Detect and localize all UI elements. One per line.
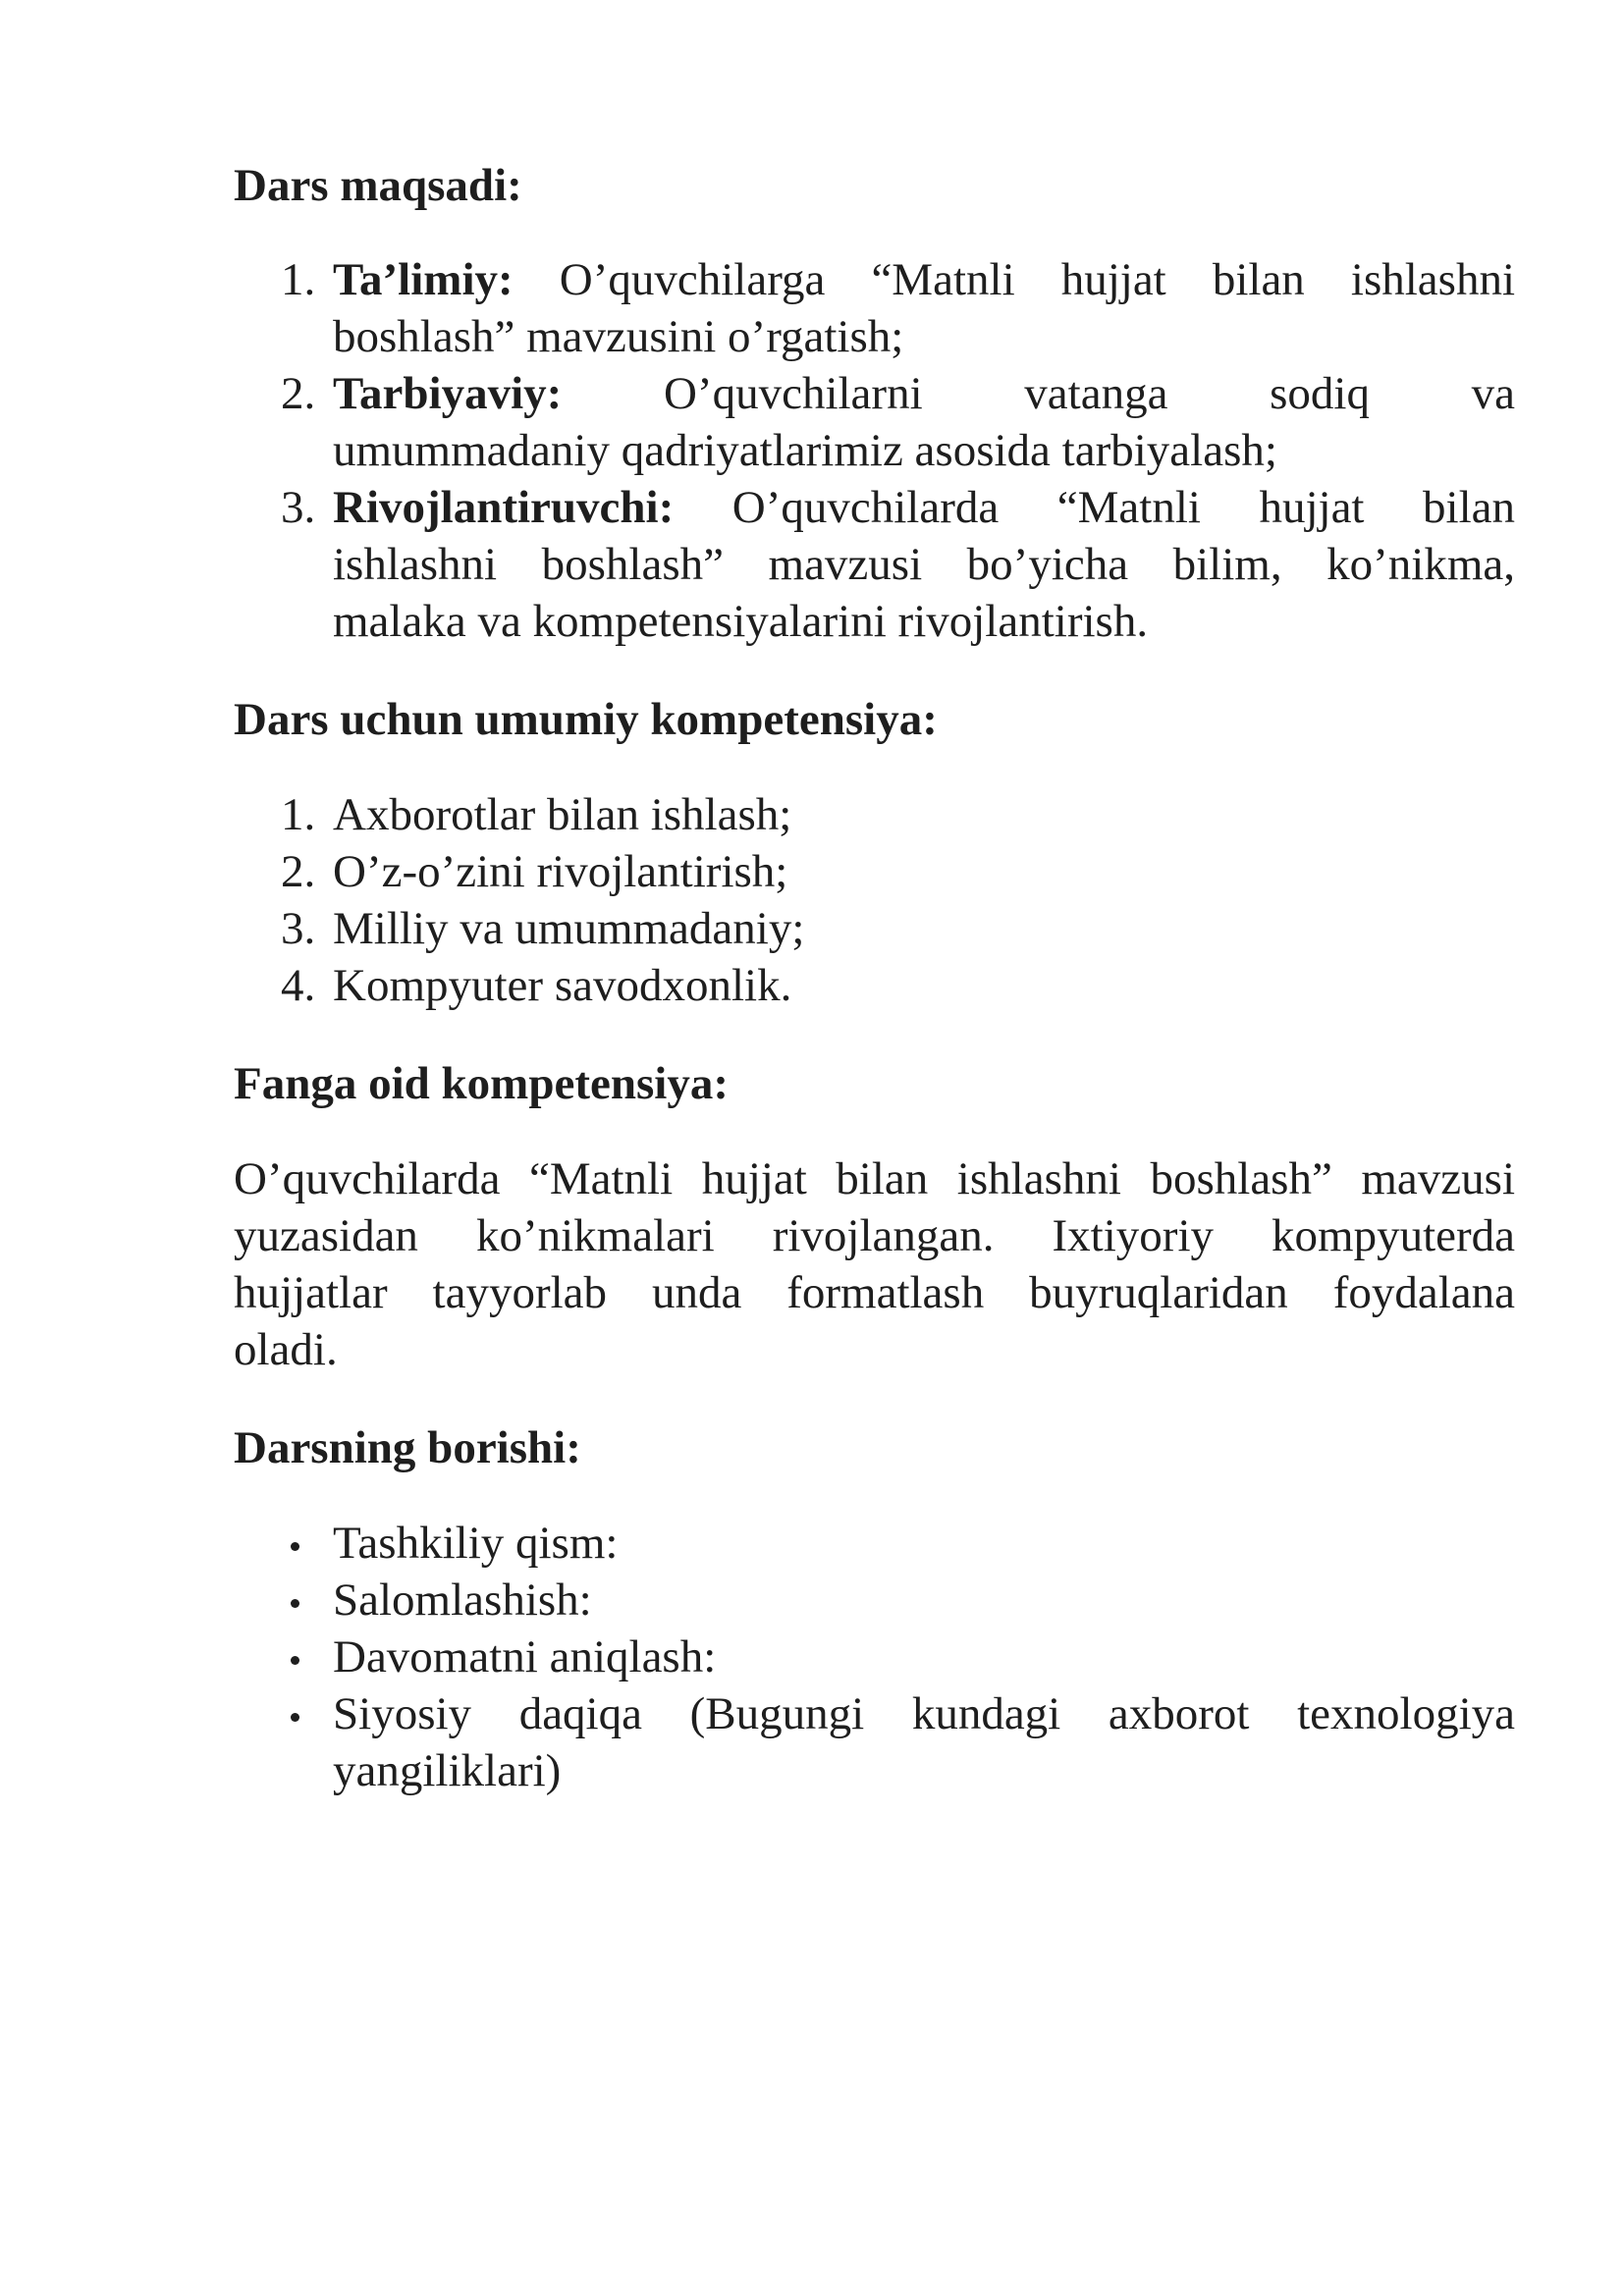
item-text: O’quvchilarni vatanga sodiq va [663,368,1515,419]
list-item: O’z-o’zini rivojlantirish; [333,846,788,897]
list-number: 3. [281,482,316,533]
item-label: Rivojlantiruvchi: [333,482,675,533]
bullet-icon [291,1713,299,1722]
section-heading-umumiy-kompetensiya: Dars uchun umumiy kompetensiya: [234,694,938,745]
paragraph-line: O’quvchilarda “Matnli hujjat bilan ishlashni boshlash” mavzusi [234,1153,1515,1204]
section-heading-darsning-borishi: Darsning borishi: [234,1422,581,1473]
bullet-item: Siyosiy daqiqa (Bugungi kundagi axborot texnologiya [333,1688,1515,1739]
list-item-line [333,365,1515,422]
list-number: 3. [281,903,316,954]
section-heading-dars-maqsadi: Dars maqsadi: [234,160,522,211]
list-number: 1. [281,789,316,840]
list-number: 2. [281,846,316,897]
bullet-item: Tashkiliy qism: [333,1518,619,1569]
list-item-line: ishlashni boshlash” mavzusi bo’yicha bilim, ko’nikma, [333,539,1515,590]
item-label: Ta’limiy: [333,254,514,305]
section-heading-fanga-oid: Fanga oid kompetensiya: [234,1058,729,1109]
bullet-item-continuation: yangiliklari) [333,1745,562,1796]
paragraph-line: yuzasidan ko’nikmalari rivojlangan. Ixtiyoriy kompyuterda [234,1210,1515,1261]
list-item: Axborotlar bilan ishlash; [333,789,792,840]
item-label: Tarbiyaviy: [333,368,563,419]
item-text: O’quvchilarga “Matnli hujjat bilan ishlashni [559,254,1515,305]
bullet-icon [291,1542,299,1551]
list-item-line: malaka va kompetensiyalarini rivojlantirish. [333,596,1149,647]
list-item-line [333,251,1515,308]
list-item-line: umummadaniy qadriyatlarimiz asosida tarbiyalash; [333,425,1277,476]
list-number: 2. [281,368,316,419]
list-item-line [333,479,1515,536]
list-number: 4. [281,960,316,1011]
bullet-item: Davomatni aniqlash: [333,1631,717,1682]
list-item: Milliy va umummadaniy; [333,903,805,954]
bullet-item: Salomlashish: [333,1575,592,1626]
list-item: Kompyuter savodxonlik. [333,960,792,1011]
bullet-icon [291,1599,299,1608]
list-item-line: boshlash” mavzusini o’rgatish; [333,311,904,362]
paragraph-line: oladi. [234,1324,338,1375]
item-text: O’quvchilarda “Matnli hujjat bilan [731,482,1515,533]
paragraph-line: hujjatlar tayyorlab unda formatlash buyruqlaridan foydalana [234,1267,1515,1318]
bullet-icon [291,1656,299,1665]
list-number: 1. [281,254,316,305]
